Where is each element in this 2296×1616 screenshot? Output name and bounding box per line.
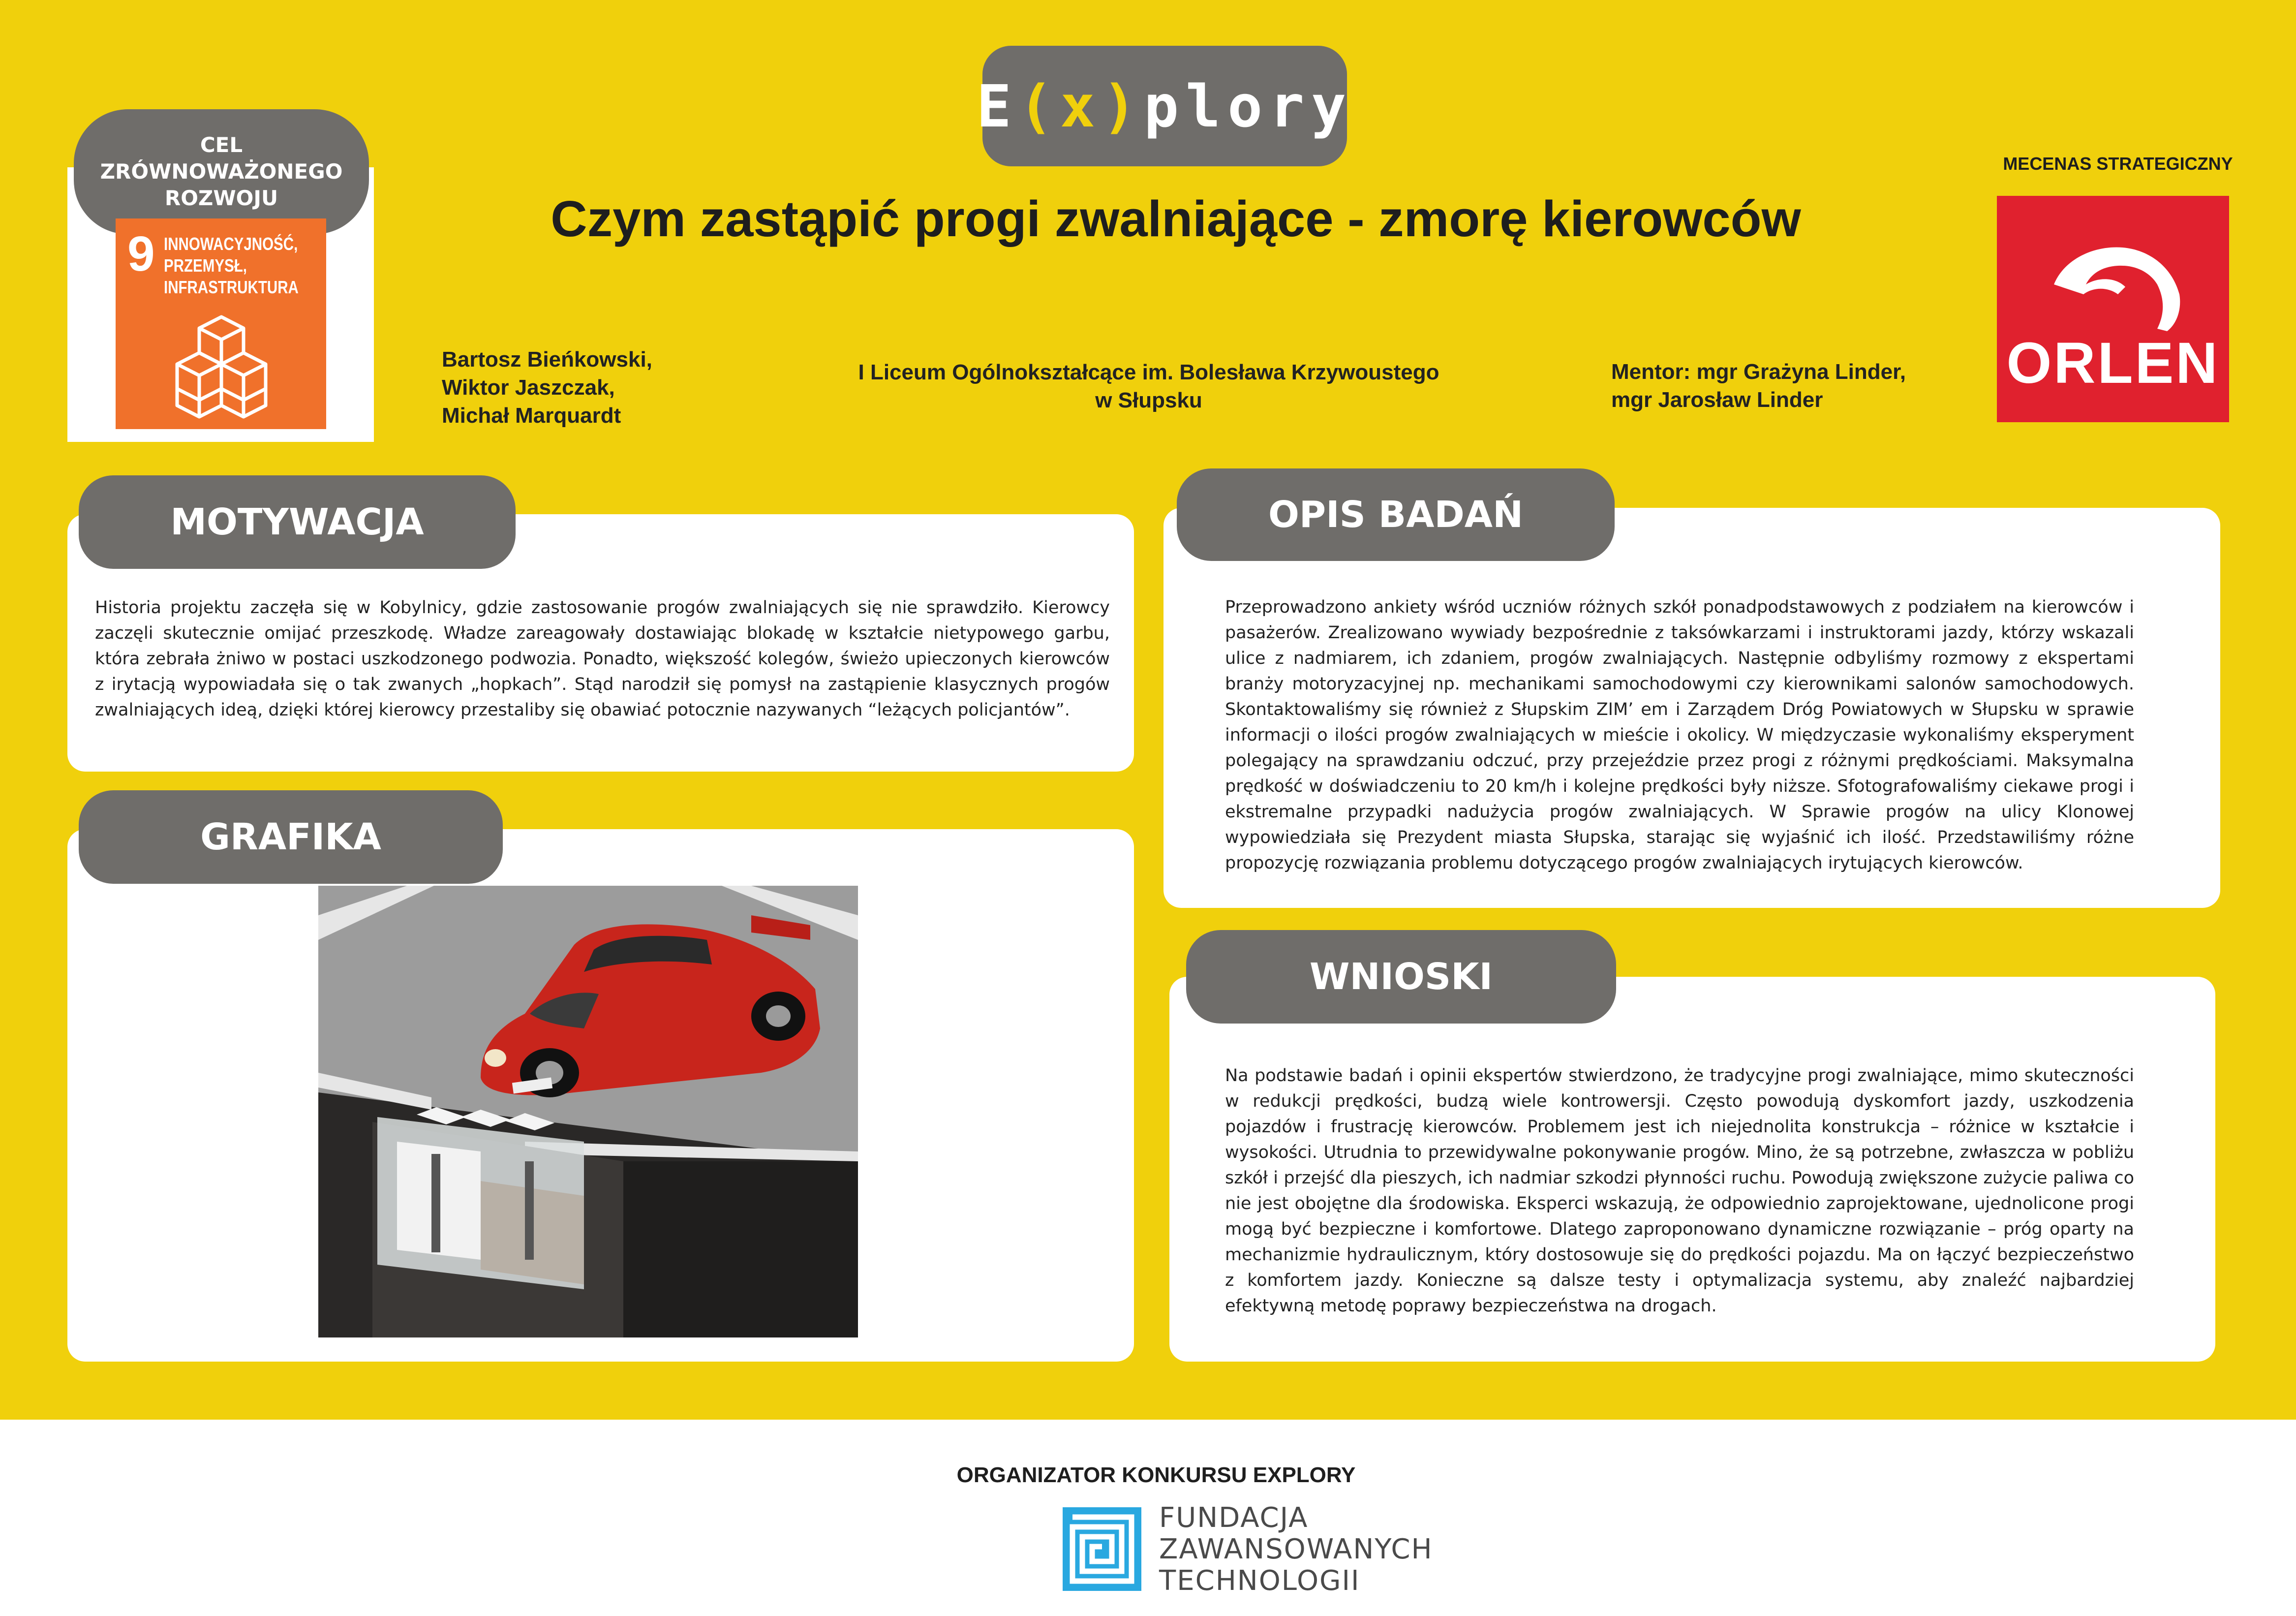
sdg-label <box>164 233 299 298</box>
opis-badan-text: Przeprowadzono ankiety wśród uczniów różnych szkół ponadpodstawowych z podziałem na kierowców i pasażerów. Zrealizowano wywiady bezpośrednie z taksówkarzami i instruktorami jazdy, którzy wskazali ulice z nadmiarem, ich zdaniem, progów zwalniających. Następnie odbyliśmy rozmowy z ekspertami branży motoryzacyjnej np. mechanikami samochodowymi czy kierownikami salonów samochodowych. Skontaktowaliśmy się również z Słupskim ZIM’ em i Zarządem Dróg Powiatowych w Słupsku w sprawie informacji o ilości progów zwalniających w mieście i okolicy. W międzyczasie wykonaliśmy eksperyment polegający na sprawdzaniu odczuć, przy przejeździe przez progi z różnymi prędkościami. Maksymalna prędkość w doświadczeniu to 20 km/h i kolejne prędkości były niższe. Sfotografowaliśmy ciekawe progi i ekstremalne przypadki nadużycia progów zwalniających. W Sprawie progów na ulicy Klonowej wypowiedziała się Prezydent miasta Słupska, starając się wyjaśnić ich ilość. Przedstawiliśmy różne propozycję rozwiązania problemu dotyczącego progów zwalniających irytujących kierowców. <box>1225 597 2134 873</box>
sdg-heading-line-2: ZRÓWNOWAŻONEGO <box>100 159 343 184</box>
sdg-heading-line-1: CEL <box>200 133 243 157</box>
foundation-line-2: ZAWANSOWANYCH <box>1159 1533 1433 1565</box>
page-title: Czym zastąpić progi zwalniające - zmorę kierowców <box>551 190 1801 247</box>
foundation-name <box>1159 1502 1433 1597</box>
explory-logo-text: E(x)plory <box>976 72 1353 140</box>
sdg-label-line-2: PRZEMYSŁ, <box>164 255 247 276</box>
school-city: w Słupsku <box>1095 388 1202 412</box>
sdg-label-line-3: INFRASTRUKTURA <box>164 277 299 297</box>
author-3: Michał Marquardt <box>442 404 621 428</box>
sdg-heading-line-3: ROZWOJU <box>164 186 278 210</box>
sdg-number: 9 <box>127 226 155 281</box>
sdg-goal-9-tile <box>116 218 326 429</box>
orlen-eagle-icon <box>2044 225 2187 334</box>
school <box>772 358 1525 414</box>
grafika-heading: GRAFIKA <box>79 790 503 884</box>
sdg-label-line-1: INNOWACYJNOŚĆ, <box>164 234 298 254</box>
orlen-logo <box>1997 196 2229 422</box>
wnioski-text: Na podstawie badań i opinii ekspertów stwierdzono, że tradycyjne progi zwalniające, mimo skuteczności w redukcji prędkości, budzą wiele kontrowersji. Często powodują dyskomfort jazdy, uszkodzenia pojazdów i frustrację kierowców. Problemem jest ich niejednolita konstrukcja – różnice w kształcie i wysokości. Utrudnia to przewidywalne pokonywanie progów. Mino, że są potrzebne, zwłaszcza w pobliżu szkół i przejść dla pieszych, ich nadmiar szkodzi płynności ruchu. Powodują zwiększone zużycie paliwa co nie jest obojętne dla środowiska. Eksperci wskazują, że odpowiednio zaprojektowane, ujednolicone progi mogą być bezpieczne i komfortowe. Dlatego zaproponowano dynamiczne rozwiązanie – próg oparty na mechanizmie hydraulicznym, który dostosowuje się do prędkości pojazdu. Ma on łączyć bezpieczeństwo z komfortem jazdy. Konieczne są dalsze testy i optymalizacja systemu, aby znaleźć najbardziej efektywną metodę poprawy bezpieczeństwa na drogach. <box>1225 1066 2134 1316</box>
wnioski-heading: WNIOSKI <box>1186 930 1616 1024</box>
foundation-line-3: TECHNOLOGII <box>1159 1565 1360 1597</box>
orlen-logo-text: ORLEN <box>2006 331 2220 396</box>
opis-badan-heading: OPIS BADAŃ <box>1177 468 1615 561</box>
explory-logo <box>976 46 1353 166</box>
mentor-1: Mentor: mgr Grażyna Linder, <box>1611 360 1906 384</box>
footer <box>0 1420 2296 1616</box>
mentor <box>1611 358 1985 414</box>
authors <box>442 345 786 430</box>
motywacja-heading: MOTYWACJA <box>79 475 516 569</box>
school-name: I Liceum Ogólnokształcące im. Bolesława Krzywoustego <box>858 360 1439 384</box>
cubes-icon <box>165 312 278 420</box>
sponsor-heading: MECENAS STRATEGICZNY <box>2003 154 2233 174</box>
motywacja-text: Historia projektu zaczęła się w Kobylnicy, gdzie zastosowanie progów zwalniających się nie sprawdziło. Kierowcy zaczęli skutecznie omijać przeszkodę. Władze zareagowały dostawiając blokadę w kształcie nietypowego garbu, która zebrała żniwo w postaci uszkodzonego podwozia. Ponadto, większość kolegów, świeżo upieczonych kierowców z irytacją wypowiadała się o tak zwanych „hopkach”. Stąd narodził się pomysł na zastąpienie klasycznych progów zwalniających ideą, dzięki której kierowcy przestaliby się obawiać potocznie nazywanych “leżących policjantów”. <box>95 598 1110 720</box>
sdg-heading <box>74 109 369 234</box>
organizer-label: ORGANIZATOR KONKURSU EXPLORY <box>956 1463 1356 1487</box>
author-2: Wiktor Jaszczak, <box>442 375 615 400</box>
speed-bump-car-image <box>318 886 858 1337</box>
ftz-logo-icon <box>1063 1507 1141 1591</box>
mentor-2: mgr Jarosław Linder <box>1611 388 1823 412</box>
author-1: Bartosz Bieńkowski, <box>442 347 652 372</box>
foundation-line-1: FUNDACJA <box>1159 1502 1309 1534</box>
